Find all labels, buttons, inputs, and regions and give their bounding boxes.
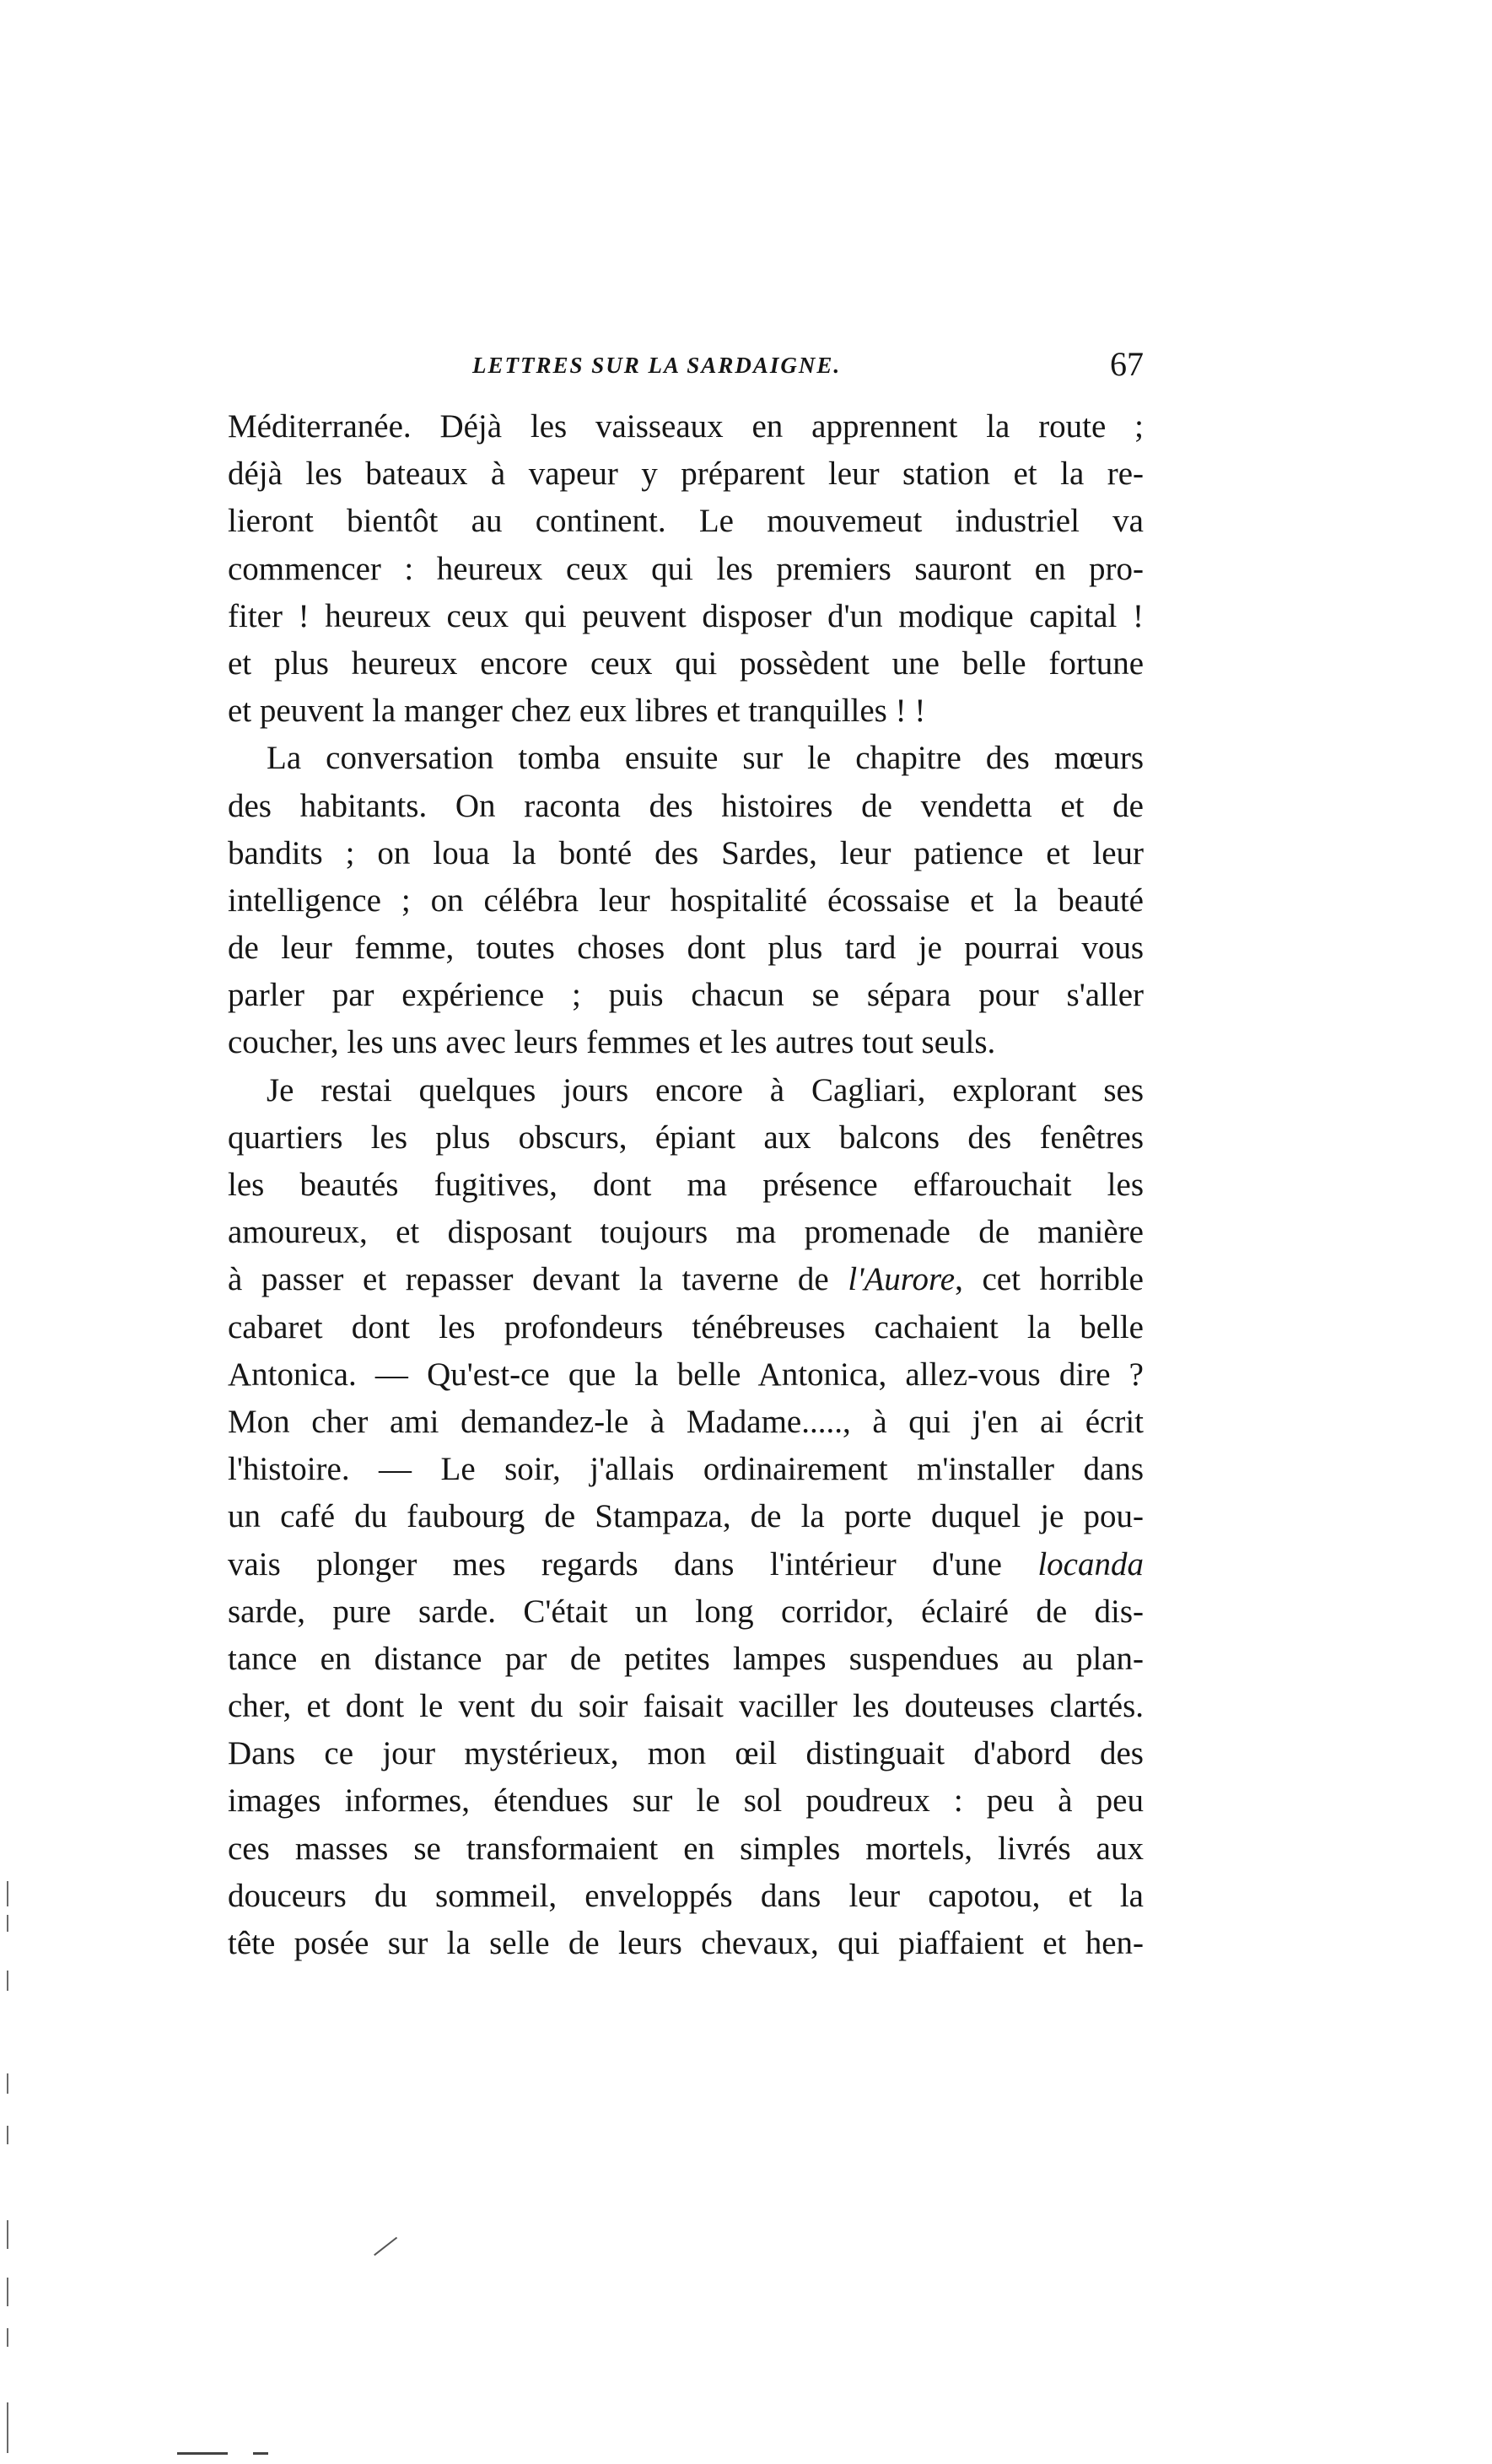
scan-edge-mark: [253, 2452, 268, 2455]
text-line: images informes, étendues sur le sol poudreux : peu à peu: [228, 1782, 1144, 1820]
text-line: quartiers les plus obscurs, épiant aux balcons des fenêtres: [228, 1119, 1144, 1156]
scan-edge-mark: [177, 2452, 228, 2455]
text-line: cabaret dont les profondeurs ténébreuses cachaient la belle: [228, 1308, 1144, 1345]
text-line: cher, et dont le vent du soir faisait vaciller les douteuses clartés.: [228, 1688, 1144, 1725]
scan-margin-mark: [7, 1915, 8, 1932]
scan-margin-mark: [7, 2126, 8, 2144]
text-line: lieront bientôt au continent. Le mouvemeut industriel va: [228, 503, 1144, 540]
paragraph-start-line: La conversation tomba ensuite sur le chapitre des mœurs: [267, 740, 1144, 777]
stray-pen-mark: [374, 2237, 397, 2256]
text-line: coucher, les uns avec leurs femmes et les autres tout seuls.: [228, 1024, 996, 1061]
scan-margin-mark: [7, 1881, 8, 1906]
text-line: de leur femme, toutes choses dont plus tard je pourrai vous: [228, 930, 1144, 967]
text-line: Méditerranée. Déjà les vaisseaux en apprennent la route ;: [228, 408, 1144, 445]
text-segment: , cet horrible: [955, 1261, 1144, 1298]
text-line: les beautés fugitives, dont ma présence effarouchait les: [228, 1167, 1144, 1203]
text-line: l'histoire. — Le soir, j'allais ordinairement m'installer dans: [228, 1451, 1144, 1488]
scan-margin-mark: [7, 2073, 8, 2094]
italic-title-aurore: l'Aurore: [848, 1261, 956, 1298]
text-line: Antonica. — Qu'est-ce que la belle Antonica, allez-vous dire ?: [228, 1356, 1144, 1393]
page-number: 67: [1110, 345, 1144, 383]
italic-word-locanda: locanda: [1037, 1545, 1144, 1582]
scan-margin-mark: [7, 2328, 8, 2347]
scan-margin-mark: [7, 2278, 8, 2306]
text-segment: à passer et repasser devant la taverne de: [228, 1261, 829, 1298]
text-line: commencer : heureux ceux qui les premiers sauront en pro-: [228, 550, 1144, 587]
text-line: parler par expérience ; puis chacun se sépara pour s'aller: [228, 977, 1144, 1014]
text-line-with-italic: [228, 1256, 1144, 1303]
text-line: Mon cher ami demandez-le à Madame....., à qui j'en ai écrit: [228, 1403, 1144, 1440]
running-head: [228, 344, 1144, 395]
text-line: et peuvent la manger chez eux libres et tranquilles ! !: [228, 693, 926, 730]
body-text: [228, 403, 1144, 1967]
text-line: des habitants. On raconta des histoires de vendetta et de: [228, 787, 1144, 824]
text-line: un café du faubourg de Stampaza, de la porte duquel je pou-: [228, 1498, 1144, 1535]
text-line: amoureux, et disposant toujours ma promenade de manière: [228, 1214, 1144, 1251]
text-line: tance en distance par de petites lampes suspendues au plan-: [228, 1640, 1144, 1677]
scan-margin-mark: [7, 2220, 8, 2249]
text-line: et plus heureux encore ceux qui possèdent une belle fortune: [228, 644, 1144, 682]
text-line: bandits ; on loua la bonté des Sardes, leur patience et leur: [228, 834, 1144, 871]
running-title: LETTRES SUR LA SARDAIGNE.: [472, 353, 842, 378]
text-line: déjà les bateaux à vapeur y préparent leur station et la re-: [228, 456, 1144, 493]
text-segment: vais plonger mes regards dans l'intérieur d'une: [228, 1545, 1002, 1582]
text-line: sarde, pure sarde. C'était un long corridor, éclairé de dis-: [228, 1593, 1144, 1630]
text-line: tête posée sur la selle de leurs chevaux, qui piaffaient et hen-: [228, 1925, 1144, 1961]
text-line: Dans ce jour mystérieux, mon œil distinguait d'abord des: [228, 1735, 1144, 1772]
scan-margin-mark: [7, 1971, 8, 1991]
scan-margin-mark: [7, 2402, 8, 2453]
text-line: intelligence ; on célébra leur hospitalité écossaise et la beauté: [228, 882, 1144, 919]
text-line: fiter ! heureux ceux qui peuvent disposer d'un modique capital !: [228, 597, 1144, 634]
paragraph-start-line: Je restai quelques jours encore à Cagliari, explorant ses: [267, 1071, 1144, 1108]
text-line-with-italic: [228, 1541, 1144, 1588]
text-line: ces masses se transformaient en simples mortels, livrés aux: [228, 1830, 1144, 1867]
text-line: douceurs du sommeil, enveloppés dans leur capotou, et la: [228, 1877, 1144, 1914]
